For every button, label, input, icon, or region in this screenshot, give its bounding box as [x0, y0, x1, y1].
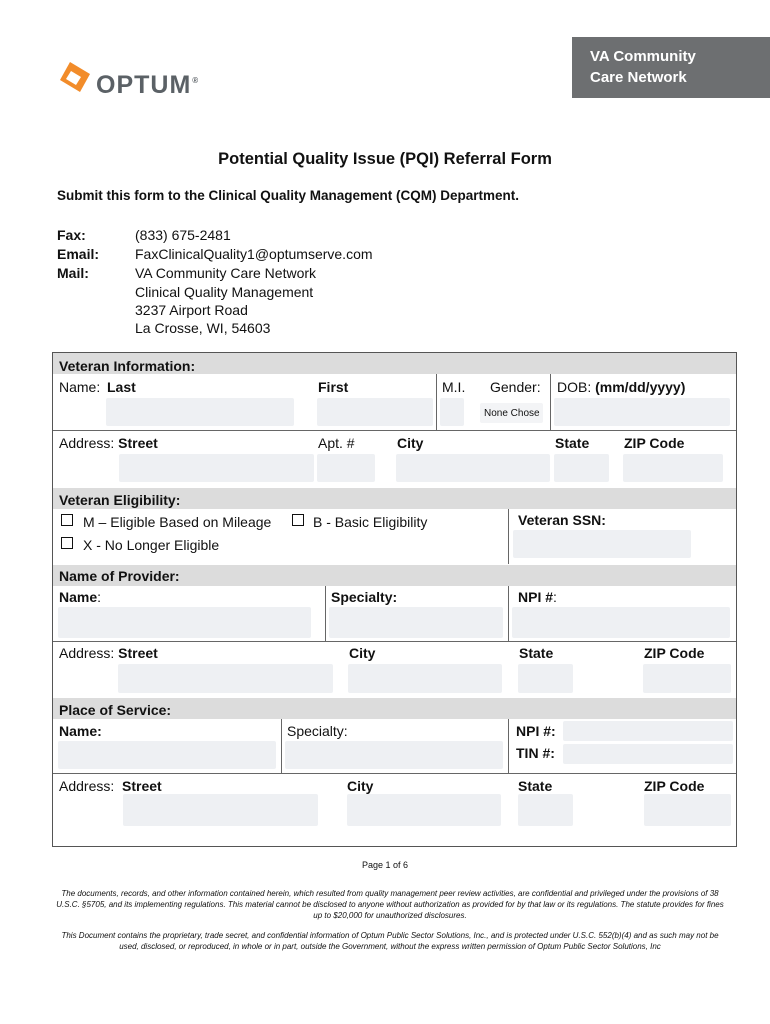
- email-label: Email:: [57, 246, 100, 262]
- mail-line: 3237 Airport Road: [135, 302, 248, 318]
- place-address-prefix: Address: Street: [59, 778, 162, 794]
- mi-label: M.I.: [442, 379, 466, 395]
- ssn-input[interactable]: [513, 530, 691, 558]
- confidentiality-notice: The documents, records, and other information contained herein, which resulted from quality management peer review activities, are confidential and privileged under the provisions of 38 U.S.C. §5705, and its implementing regulations. This material cannot be disclosed to anyone without authorization as provided for by that law or its regulations. The statute provides for fines up to $20,000 for unauthorized disclosures.: [56, 889, 724, 920]
- place-heading: Place of Service:: [59, 702, 172, 718]
- place-tin-input[interactable]: [563, 744, 733, 764]
- network-line-2: Care Network: [590, 69, 687, 86]
- apt-input[interactable]: [317, 454, 375, 482]
- street-input[interactable]: [119, 454, 314, 482]
- divider: [508, 509, 509, 564]
- page-number: Page 1 of 6: [361, 860, 409, 870]
- provider-npi-input[interactable]: [512, 607, 730, 638]
- checkbox-no-longer[interactable]: [61, 537, 73, 549]
- last-name-input[interactable]: [106, 398, 294, 426]
- checkbox-basic[interactable]: [292, 514, 304, 526]
- gender-label: Gender:: [490, 379, 541, 395]
- network-line-1: VA Community: [590, 48, 696, 65]
- fax-number: (833) 675-2481: [135, 227, 231, 243]
- provider-zip-input[interactable]: [643, 664, 731, 693]
- place-tin-label: TIN #:: [516, 745, 555, 761]
- provider-state-label: State: [519, 645, 554, 661]
- place-street-input[interactable]: [123, 794, 318, 826]
- no-longer-option-label: X - No Longer Eligible: [83, 537, 220, 553]
- mi-input[interactable]: [440, 398, 464, 426]
- place-city-input[interactable]: [347, 794, 501, 826]
- divider: [436, 374, 437, 430]
- row-divider: [53, 430, 736, 431]
- provider-city-input[interactable]: [348, 664, 502, 693]
- city-label: City: [397, 435, 424, 451]
- network-banner: [572, 37, 770, 98]
- divider: [325, 586, 326, 641]
- ssn-label: Veteran SSN:: [518, 512, 606, 528]
- eligibility-heading: Veteran Eligibility:: [59, 492, 181, 508]
- provider-street-input[interactable]: [118, 664, 333, 693]
- place-state-input[interactable]: [518, 794, 573, 826]
- mail-line: VA Community Care Network: [135, 265, 317, 281]
- state-label: State: [555, 435, 590, 451]
- dob-input[interactable]: [554, 398, 730, 426]
- place-name-label: Name:: [59, 723, 102, 739]
- apt-label: Apt. #: [318, 435, 355, 451]
- first-name-input[interactable]: [317, 398, 433, 426]
- zip-input[interactable]: [623, 454, 723, 482]
- dob-label: DOB: (mm/dd/yyyy): [557, 379, 686, 395]
- first-name-label: First: [318, 379, 349, 395]
- row-divider: [53, 773, 736, 774]
- place-name-input[interactable]: [58, 741, 276, 769]
- provider-city-label: City: [349, 645, 376, 661]
- name-prefix: Name:: [59, 379, 101, 395]
- provider-address-prefix: Address: Street: [59, 645, 158, 661]
- place-specialty-label: Specialty:: [287, 723, 348, 739]
- checkbox-mileage[interactable]: [61, 514, 73, 526]
- form-title: Potential Quality Issue (PQI) Referral Form: [218, 150, 552, 168]
- place-npi-input[interactable]: [563, 721, 733, 741]
- mail-line: La Crosse, WI, 54603: [135, 320, 271, 336]
- fax-label: Fax:: [57, 227, 86, 243]
- veteran-heading: Veteran Information:: [59, 358, 196, 374]
- place-zip-label: ZIP Code: [644, 778, 705, 794]
- zip-label: ZIP Code: [624, 435, 685, 451]
- proprietary-notice: This Document contains the proprietary, trade secret, and confidential information of Optum Public Sector Solutions, Inc., and is protected under U.S.C. 552(b)(4) and as such may not be used, disclosed, or reproduced, in whole or in part, outside the Government, without the express written permission of Optum Public Sector Solutions, Inc: [61, 931, 719, 951]
- mail-label: Mail:: [57, 265, 89, 281]
- provider-name-label: Name:: [59, 589, 102, 605]
- city-input[interactable]: [396, 454, 550, 482]
- provider-specialty-input[interactable]: [329, 607, 503, 638]
- optum-logo: [58, 52, 199, 102]
- state-input[interactable]: [554, 454, 609, 482]
- submit-instruction: Submit this form to the Clinical Quality Management (CQM) Department.: [57, 188, 520, 203]
- place-specialty-input[interactable]: [285, 741, 503, 769]
- gender-select-value: None Chose: [484, 408, 540, 419]
- place-zip-input[interactable]: [644, 794, 731, 826]
- provider-specialty-label: Specialty:: [331, 589, 398, 605]
- last-name-label: Last: [107, 379, 136, 395]
- mail-line: Clinical Quality Management: [135, 284, 314, 300]
- mileage-option-label: M – Eligible Based on Mileage: [83, 514, 272, 530]
- referral-form: [52, 352, 737, 847]
- divider: [281, 719, 282, 773]
- divider: [508, 719, 509, 773]
- email-address: FaxClinicalQuality1@optumserve.com: [135, 246, 373, 262]
- basic-option-label: B - Basic Eligibility: [313, 514, 428, 530]
- row-divider: [53, 641, 736, 642]
- optum-mark-icon: [58, 60, 92, 94]
- provider-heading: Name of Provider:: [59, 568, 180, 584]
- logo-text: OPTUM®: [96, 70, 200, 99]
- provider-zip-label: ZIP Code: [644, 645, 705, 661]
- place-npi-label: NPI #:: [516, 723, 556, 739]
- divider: [550, 374, 551, 430]
- place-city-label: City: [347, 778, 374, 794]
- divider: [508, 586, 509, 641]
- place-state-label: State: [518, 778, 553, 794]
- address-prefix: Address: Street: [59, 435, 158, 451]
- provider-state-input[interactable]: [518, 664, 573, 693]
- provider-npi-label: NPI #:: [518, 589, 557, 605]
- provider-name-input[interactable]: [58, 607, 311, 638]
